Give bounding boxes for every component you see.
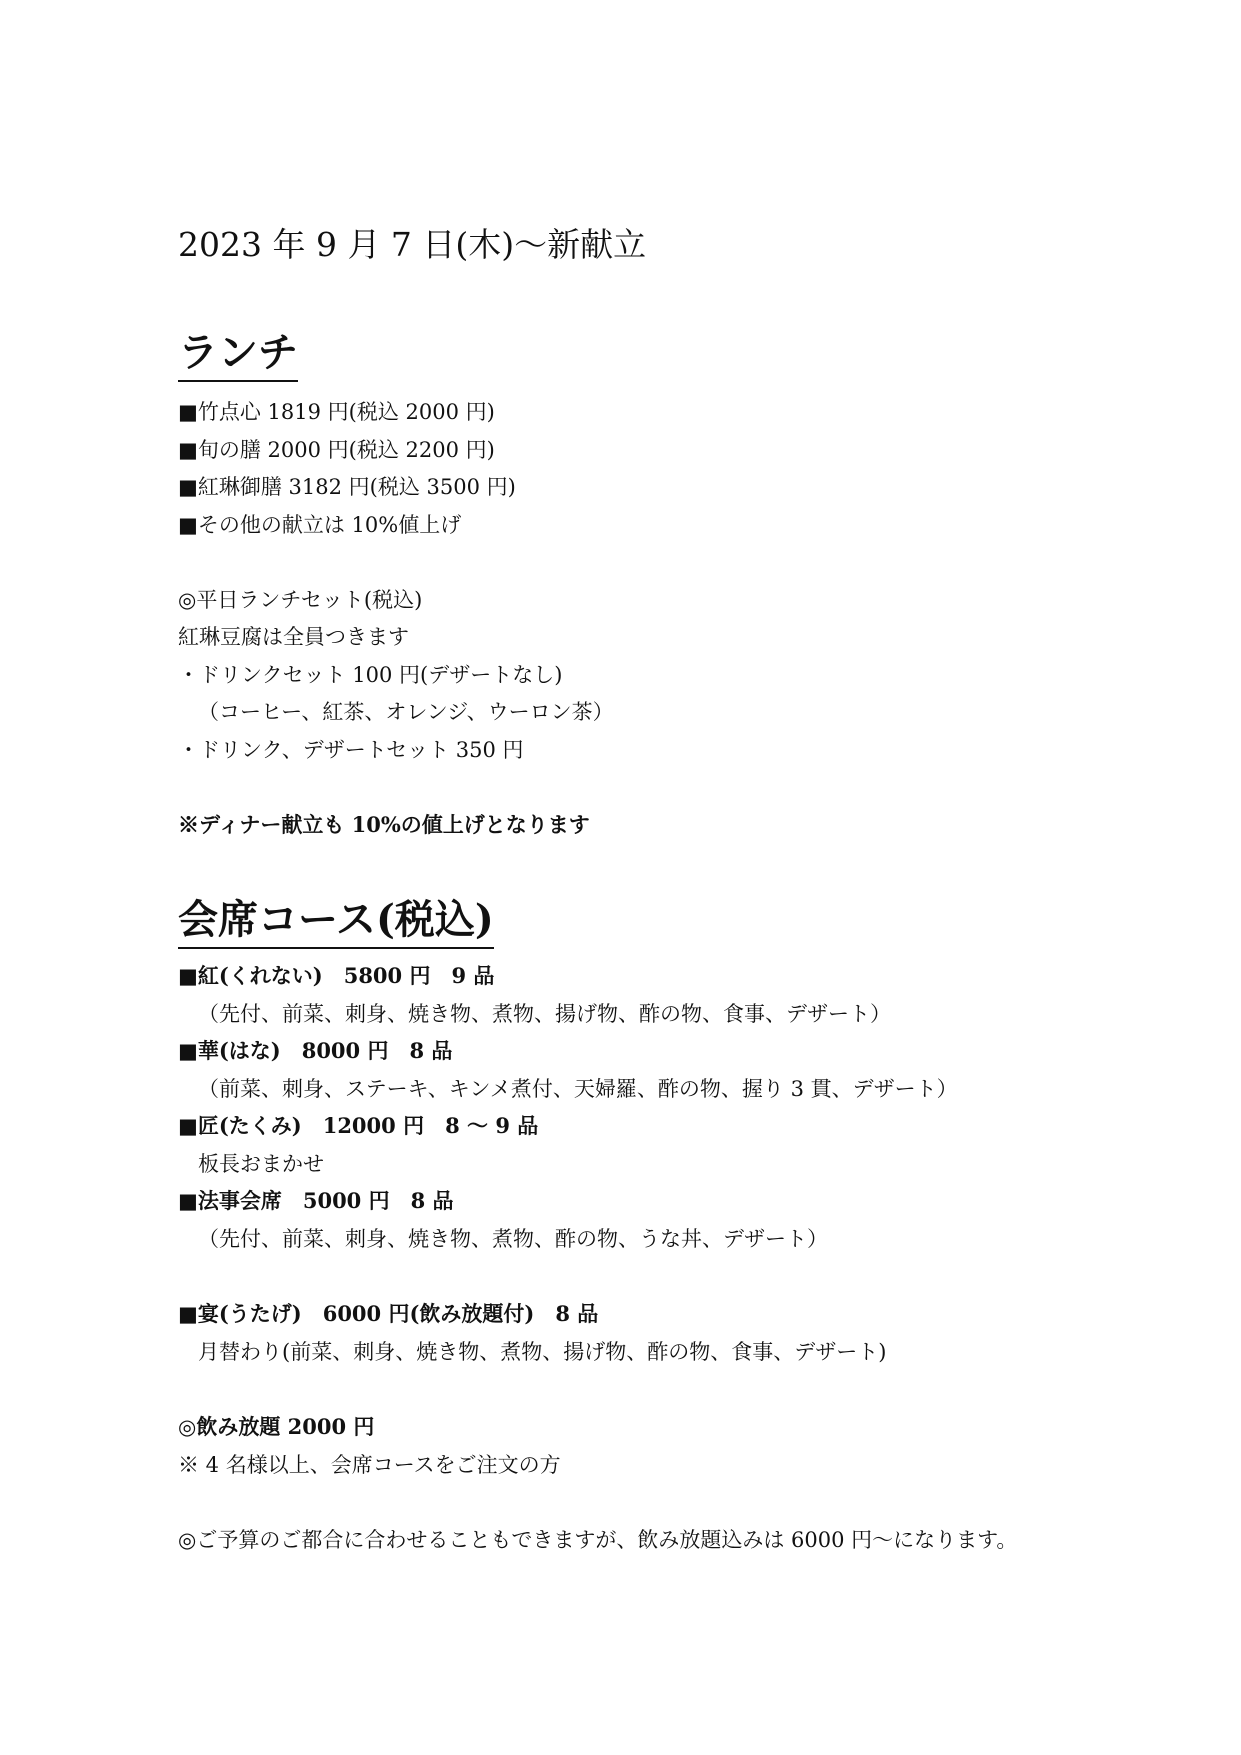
dinner-price-notice: ※ディナー献立も 10%の値上げとなります xyxy=(178,812,590,837)
course-name: ■匠(たくみ) 12000 円 8 ～ 9 品 xyxy=(178,1113,539,1138)
course-detail: 板長おまかせ xyxy=(198,1152,324,1176)
course-name: ■法事会席 5000 円 8 品 xyxy=(178,1188,454,1213)
weekday-lunch-set-heading: ◎平日ランチセット(税込) xyxy=(178,588,423,612)
weekday-lunch-set-note: 紅琳豆腐は全員つきます xyxy=(178,625,409,649)
all-you-can-drink-heading: ◎飲み放題 2000 円 xyxy=(178,1414,375,1439)
course-name: ■宴(うたげ) 6000 円(飲み放題付) 8 品 xyxy=(178,1301,599,1326)
course-detail: （先付、前菜、刺身、焼き物、煮物、揚げ物、酢の物、食事、デザート） xyxy=(198,1002,891,1026)
course-detail: 月替わり(前菜、刺身、焼き物、煮物、揚げ物、酢の物、食事、デザート) xyxy=(198,1340,887,1364)
lunch-section-title: ランチ xyxy=(178,328,298,382)
lunch-item: ■その他の献立は 10%値上げ xyxy=(178,513,462,537)
budget-note: ◎ご予算のご都合に合わせることもできますが、飲み放題込みは 6000 円～になります。 xyxy=(178,1528,1018,1552)
course-name: ■華(はな) 8000 円 8 品 xyxy=(178,1038,453,1063)
drink-options-line: （コーヒー、紅茶、オレンジ、ウーロン茶） xyxy=(198,700,614,724)
course-detail: （先付、前菜、刺身、焼き物、煮物、酢の物、うな丼、デザート） xyxy=(198,1227,828,1251)
lunch-item: ■旬の膳 2000 円(税込 2200 円) xyxy=(178,438,495,462)
course-name: ■紅(くれない) 5800 円 9 品 xyxy=(178,963,495,988)
drink-dessert-set-line: ・ドリンク、デザートセット 350 円 xyxy=(178,738,524,762)
drink-set-line: ・ドリンクセット 100 円(デザートなし) xyxy=(178,663,563,687)
lunch-item: ■紅琳御膳 3182 円(税込 3500 円) xyxy=(178,475,516,499)
date-heading: 2023 年 9 月 7 日(木)～新献立 xyxy=(178,225,647,264)
course-detail: （前菜、刺身、ステーキ、キンメ煮付、天婦羅、酢の物、握り 3 貫、デザート） xyxy=(198,1077,958,1101)
lunch-item: ■竹点心 1819 円(税込 2000 円) xyxy=(178,400,495,424)
all-you-can-drink-note: ※ 4 名様以上、会席コースをご注文の方 xyxy=(178,1453,561,1477)
kaiseki-section-title: 会席コース(税込) xyxy=(178,895,494,949)
